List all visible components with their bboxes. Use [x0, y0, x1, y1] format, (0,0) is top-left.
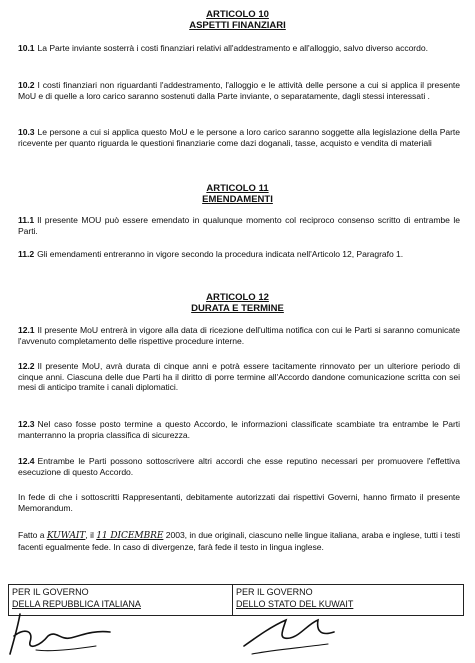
paragraph-number: 10.1 — [18, 43, 35, 53]
paragraph-text: Le persone a cui si applica questo MoU e le persone a loro carico saranno soggette alla legislazione della Parte ricevente per quanto riguarda le questioni finanziarie come dazi doganali, tasse, acquisto e vendita di materiali — [18, 127, 460, 148]
paragraph-text: Il presente MoU, avrà durata di cinque anni e potrà essere tacitamente rinnovato per un ulteriore periodo di cinque anni. Ciascuna delle due Parti ha il diritto di porre termine all'Accordo dandone comunicazione scritta con sei mesi di anticipo tramite i canali diplomatici. — [18, 361, 460, 393]
article-10-heading — [0, 9, 475, 31]
done-text: 2003, in due originali, ciascuno nelle lingue italiana, araba e inglese, tutti i testi facenti egualmente fede. In caso di divergenze, farà fede il testo in lingua inglese. — [18, 530, 460, 552]
paragraph-number: 12.1 — [18, 325, 35, 335]
paragraph-text: Gli emendamenti entreranno in vigore secondo la procedura indicata nell'Articolo 12, Paragrafo 1. — [37, 249, 404, 259]
handwritten-place: KUWAIT — [46, 531, 86, 541]
paragraph-number: 12.4 — [18, 456, 35, 466]
article-11-title: ARTICOLO 11 — [206, 183, 269, 194]
paragraph-text: Nel caso fosse posto termine a questo Accordo, le informazioni classificate scambiate tra entrambe le Parti manterranno la propria classifica di sicurezza. — [18, 419, 460, 440]
signature-label: PER IL GOVERNO — [236, 587, 313, 597]
paragraph-11-2 — [18, 249, 460, 260]
paragraph-11-1 — [18, 215, 460, 236]
paragraph-text: Il presente MOU può essere emendato in qualunque momento col reciproco consenso scritto di entrambe le Parti. — [18, 215, 460, 236]
signature-italy-scribble — [0, 606, 130, 662]
paragraph-number: 12.3 — [18, 419, 35, 429]
paragraph-number: 11.1 — [18, 215, 35, 225]
paragraph-10-3 — [18, 127, 460, 148]
paragraph-text: I costi finanziari non riguardanti l'addestramento, l'alloggio e le attività delle persone a cui si applica il presente MoU e di quelle a loro carico saranno sostenuti dalla Parte inviante, o separatamente, dagli stessi interessati . — [18, 80, 460, 101]
paragraph-number: 10.3 — [18, 127, 35, 137]
paragraph-text: Entrambe le Parti possono sottoscrivere altri accordi che esse reputino necessari per promuovere l'effettiva esecuzione di questo Accordo. — [18, 456, 460, 477]
signature-kuwait-scribble — [238, 606, 358, 662]
paragraph-text: La Parte inviante sosterrà i costi finanziari relativi all'addestramento e all'alloggio, salvo diverso accordo. — [37, 43, 428, 53]
paragraph-10-2 — [18, 80, 460, 101]
done-prefix: Fatto a — [18, 530, 45, 540]
paragraph-text: Il presente MoU entrerà in vigore alla data di ricezione dell'ultima notifica con cui le Parti si saranno comunicate l'avvenuto completamento delle rispettive procedure interne. — [18, 325, 460, 346]
closing-paragraph: In fede di che i sottoscritti Rappresentanti, debitamente autorizzati dai rispettivi Governi, hanno firmato il presente Memorandum. — [18, 492, 460, 513]
paragraph-12-4 — [18, 456, 460, 477]
paragraph-12-1 — [18, 325, 460, 346]
paragraph-12-3 — [18, 419, 460, 440]
article-12-title: ARTICOLO 12 — [206, 292, 269, 303]
article-12-heading — [0, 292, 475, 314]
article-10-subtitle: ASPETTI FINANZIARI — [189, 20, 286, 31]
done-il: , il — [85, 530, 94, 540]
done-at-paragraph — [18, 530, 460, 552]
paragraph-number: 10.2 — [18, 80, 35, 90]
article-11-subtitle: EMENDAMENTI — [202, 194, 273, 205]
article-12-subtitle: DURATA E TERMINE — [191, 303, 284, 314]
article-10-title: ARTICOLO 10 — [206, 9, 269, 20]
paragraph-10-1 — [18, 43, 460, 54]
article-11-heading — [0, 183, 475, 205]
handwritten-date: 11 DICEMBRE — [96, 531, 164, 541]
signature-label: PER IL GOVERNO — [12, 587, 89, 597]
signature-country: DELLA REPUBBLICA ITALIANA — [12, 598, 141, 609]
paragraph-number: 12.2 — [18, 361, 35, 371]
paragraph-12-2 — [18, 361, 460, 393]
paragraph-number: 11.2 — [18, 249, 35, 259]
signature-country: DELLO STATO DEL KUWAIT — [236, 598, 354, 609]
